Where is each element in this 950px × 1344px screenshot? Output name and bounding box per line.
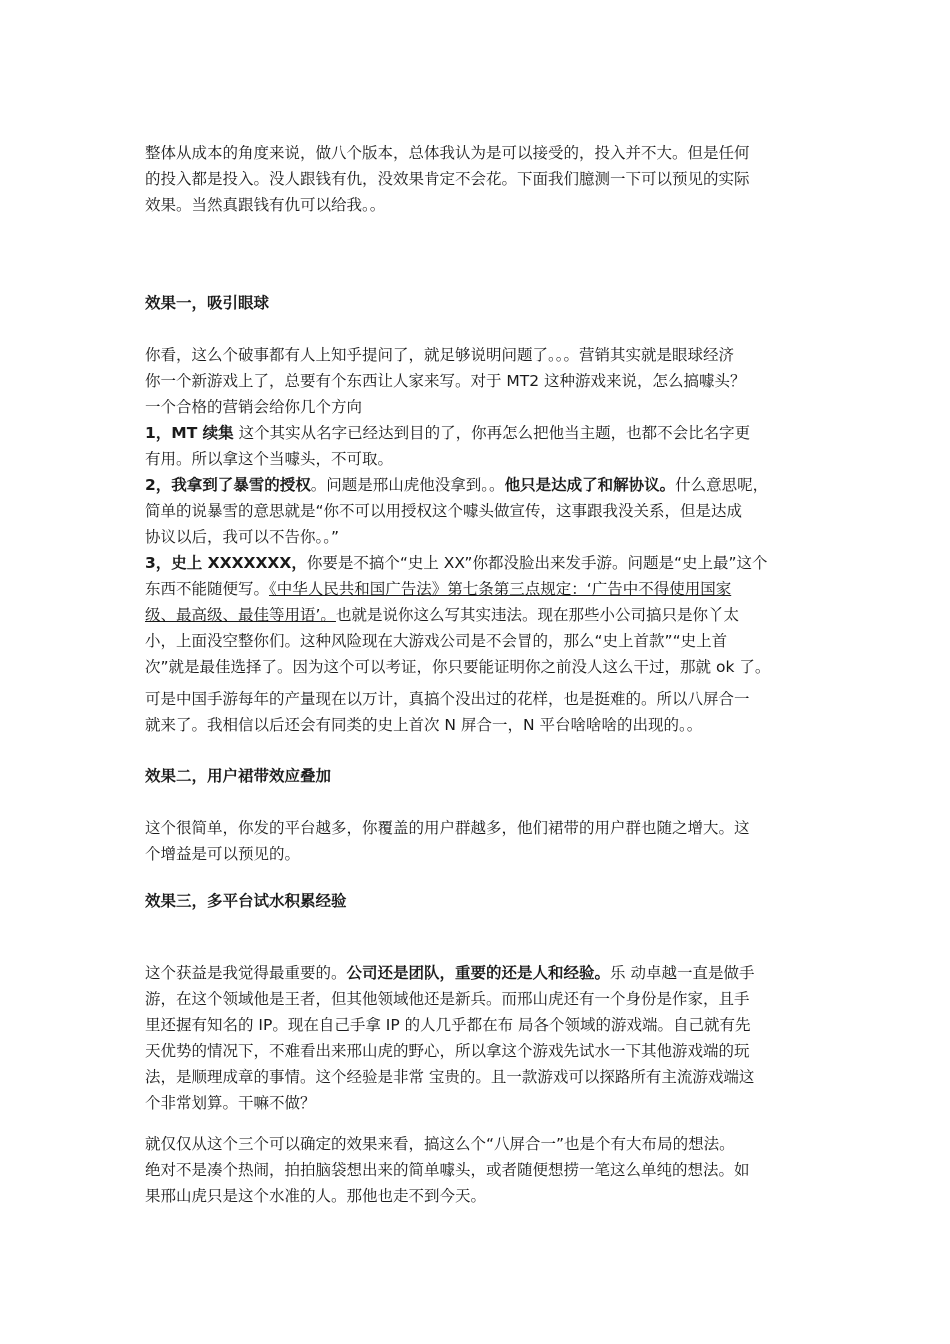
text-line: 你看，这么个破事都有人上知乎提问了，就足够说明问题了。。。营销其实就是眼球经济 bbox=[145, 346, 735, 364]
text-line: 果邢山虎只是这个水准的人。那他也走不到今天。 bbox=[145, 1187, 487, 1205]
text-line: 有用。所以拿这个当噱头，不可取。 bbox=[145, 450, 394, 468]
underlined-quote: 级、最高级、最佳等用语’。 bbox=[145, 606, 336, 624]
text-line: 游，在这个领域他是王者，但其他领域他还是新兵。而邢山虎还有一个身份是作家，且手 bbox=[145, 990, 750, 1008]
section-heading-effect-two: 效果二，用户裙带效应叠加 bbox=[145, 767, 332, 785]
section-heading-effect-three: 效果三，多平台试水积累经验 bbox=[145, 892, 347, 910]
list-item-text: 你要是不搞个“史上 XX”你都没脸出来发手游。问题是“史上最”这个 bbox=[306, 554, 768, 572]
text-line: 天优势的情况下，不难看出来邢山虎的野心，所以拿这个游戏先试水一下其他游戏端的玩 bbox=[145, 1042, 750, 1060]
text-line: 效果。当然真跟钱有仇可以给我。。 bbox=[145, 196, 386, 214]
text-line: 这个很简单，你发的平台越多，你覆盖的用户群越多，他们裙带的用户群也随之增大。这 bbox=[145, 819, 750, 837]
underlined-quote: 《中华人民共和国广告法》第七条第三点规定：‘广告中不得使用国家 bbox=[269, 580, 732, 598]
list-item-label: 3，史上 XXXXXXX， bbox=[145, 554, 307, 572]
text-line: 里还握有知名的 IP。现在自己手拿 IP 的人几乎都在布 局各个领域的游戏端。自己就有先 bbox=[145, 1016, 751, 1034]
text-line: 就仅仅从这个三个可以确定的效果来看，搞这么个“八屏合一”也是个有大布局的想法。 bbox=[145, 1135, 735, 1153]
text-segment: 乐 动卓越一直是做手 bbox=[610, 964, 755, 982]
text-segment: 东西不能随便写。 bbox=[145, 580, 270, 598]
text-line: 就来了。我相信以后还会有同类的史上首次 N 屏合一，N 平台啥啥啥的出现的。。 bbox=[145, 716, 703, 734]
section-heading-effect-one: 效果一，吸引眼球 bbox=[145, 294, 270, 312]
text-line: 协议以后，我可以不告你。。” bbox=[145, 528, 340, 546]
list-item-text: 这个其实从名字已经达到目的了，你再怎么把他当主题，也都不会比名字更 bbox=[233, 424, 751, 442]
text-line: 整体从成本的角度来说，做八个版本，总体我认为是可以接受的，投入并不大。但是任何 bbox=[145, 144, 750, 162]
emphasis-text: 公司还是团队，重要的还是人和经验。 bbox=[346, 964, 611, 982]
text-line: 你一个新游戏上了，总要有个东西让人家来写。对于 MT2 这种游戏来说，怎么搞噱头？ bbox=[145, 372, 746, 390]
text-line: 的投入都是投入。没人跟钱有仇，没效果肯定不会花。下面我们臆测一下可以预见的实际 bbox=[145, 170, 750, 188]
text-line: 小，上面没空整你们。这种风险现在大游戏公司是不会冒的，那么“史上首款”“史上首 bbox=[145, 632, 728, 650]
section-two-body bbox=[145, 815, 815, 867]
text-line: 个增益是可以预见的。 bbox=[145, 845, 301, 863]
text-line bbox=[145, 576, 815, 602]
text-segment: 也就是说你这么写其实违法。现在那些小公司搞只是你丫太 bbox=[335, 606, 739, 624]
section-three-body bbox=[145, 960, 815, 1116]
list-item-text: 什么意思呢， bbox=[675, 476, 769, 494]
text-line: 简单的说暴雪的意思就是“你不可以用授权这个噱头做宣传，这事跟我没关系，但是达成 bbox=[145, 502, 743, 520]
list-item-blizzard-license bbox=[145, 472, 815, 498]
intro-paragraph bbox=[145, 140, 815, 218]
section-three-closing bbox=[145, 1131, 815, 1209]
section-one-body bbox=[145, 342, 815, 680]
text-line: 法，是顺理成章的事情。这个经验是非常 宝贵的。且一款游戏可以探路所有主流游戏端这 bbox=[145, 1068, 755, 1086]
list-item-history-first bbox=[145, 550, 815, 576]
text-line: 绝对不是凑个热闹，拍拍脑袋想出来的简单噱头，或者随便想捞一笔这么单纯的想法。如 bbox=[145, 1161, 750, 1179]
emphasis-text: 他只是达成了和解协议。 bbox=[504, 476, 676, 494]
text-line: 一个合格的营销会给你几个方向 bbox=[145, 398, 363, 416]
list-item-text: 。问题是邢山虎他没拿到。。 bbox=[310, 476, 505, 494]
text-line bbox=[145, 602, 815, 628]
list-item-label: 2，我拿到了暴雪的授权 bbox=[145, 476, 311, 494]
text-line: 个非常划算。干嘛不做？ bbox=[145, 1094, 316, 1112]
list-item-label: 1，MT 续集 bbox=[145, 424, 234, 442]
section-one-closing bbox=[145, 686, 815, 738]
text-line: 次”就是最佳选择了。因为这个可以考证，你只要能证明你之前没人这么干过，那就 ok 了。 bbox=[145, 658, 771, 676]
text-line bbox=[145, 960, 815, 986]
list-item-mt-sequel bbox=[145, 420, 815, 446]
text-segment: 这个获益是我觉得最重要的。 bbox=[145, 964, 347, 982]
text-line: 可是中国手游每年的产量现在以万计，真搞个没出过的花样，也是挺难的。所以八屏合一 bbox=[145, 690, 750, 708]
